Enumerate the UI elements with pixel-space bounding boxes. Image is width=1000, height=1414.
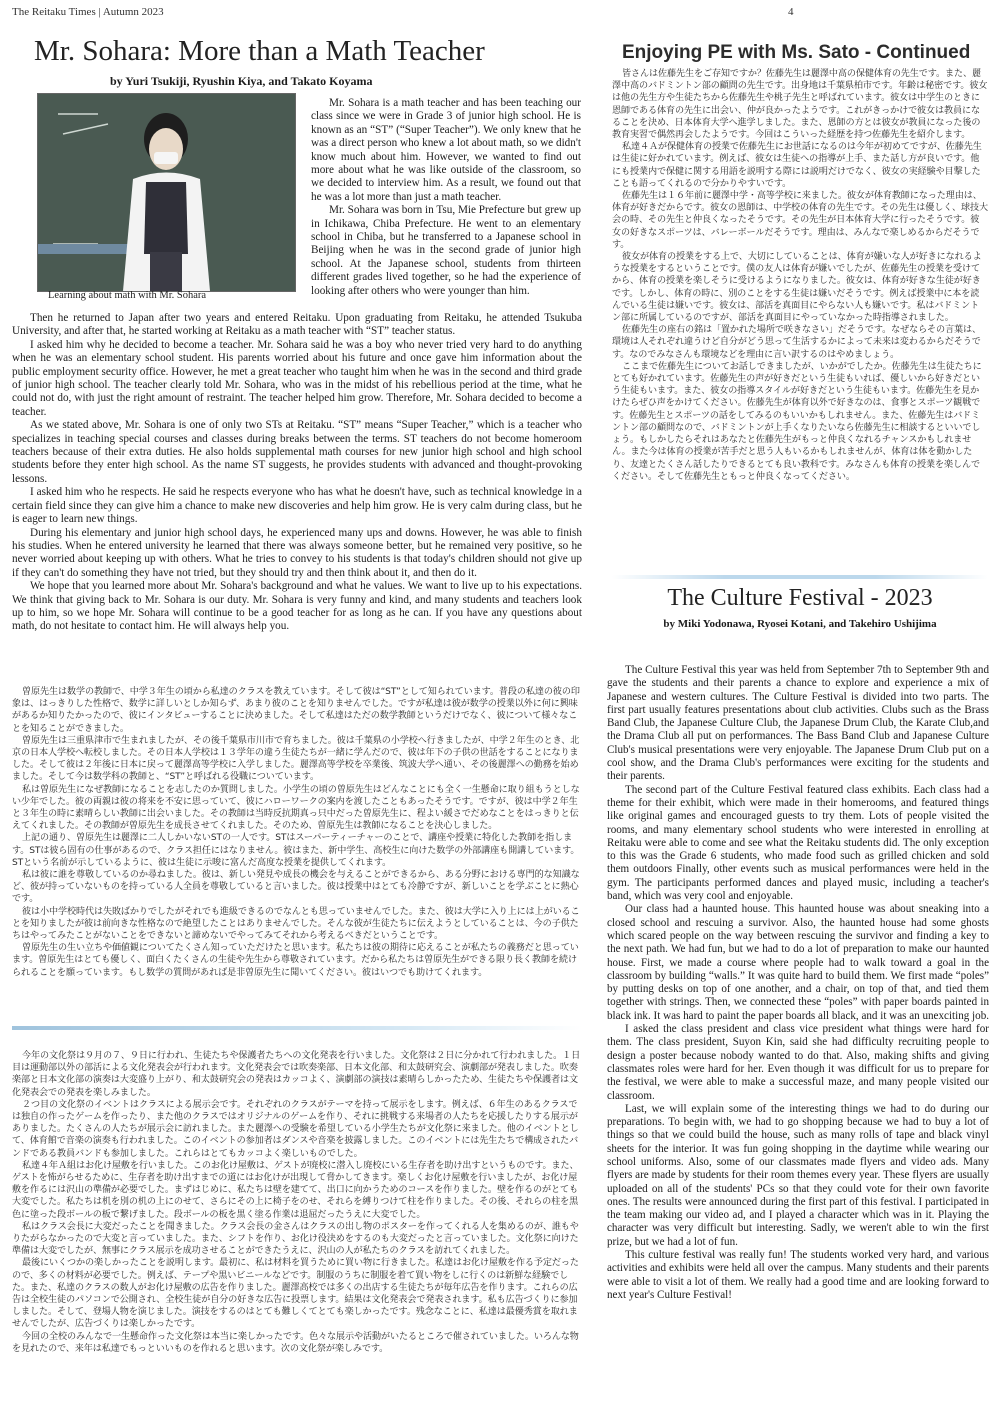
masthead: The Reitaku Times | Autumn 2023 bbox=[12, 6, 164, 18]
paragraph: I asked the class president and class vice president what things were hard for them. The class president, Suyon Kin, said she had difficulty recruiting people to design a poster because nobody wanted to do that. Also, making shifts and giving classmates roles were hard for her. Even though it was difficult for us to prepare for the festival, we were able to make a successful maze, and many people visited our classroom. bbox=[607, 1023, 989, 1102]
byline-culture: by Miki Yodonawa, Ryosei Kotani, and Takehiro Ushijima bbox=[663, 618, 937, 630]
paragraph: 皆さんは佐藤先生をご存知ですか？佐藤先生は麗澤中高の保健体育の先生です。また、麗澤中高のバドミントン部の顧問の先生です。出身地は千葉県柏市です。年齢は秘密です。彼女は他の先生方や生徒たちから佐藤先生や桃子先生と呼ばれています。彼女は中学生のときに恩師である体育の先生に出会い、仲が良かったようです。これがきっかけで彼女は教員になることを決め、日本体育大学へ進学しました。また、恩師の方とは彼女が教員になった後の教育実習で偶然再会したようです。今回はこういった経歴を持つ佐藤先生を紹介します。 bbox=[612, 69, 988, 141]
paragraph: I asked him who he respects. He said he respects everyone who has what he doesn't have, such as technical knowledge in a certain field since they can give him a chance to make new discoveries and help him grow. He is very calm during class, but he is eager to learn new things. bbox=[12, 486, 582, 526]
byline-sohara: by Yuri Tsukiji, Ryushin Kiya, and Takato Koyama bbox=[110, 74, 373, 88]
paragraph: 曽原先生は数学の教師で、中学３年生の頃から私達のクラスを教えています。そして彼は“ST”として知られています。普段の私達の彼の印象は、はっきりした性格で、数学に詳しいとしか知らず、あまり彼のことを知りませんでした。ですが私達は彼が数学の授業以外に何に興味があるか知りたかったので、彼にインタビューすることに決めました。そして私達はただの数学教師というだけでなく、彼について様々なことを知ることができました。 bbox=[12, 687, 580, 734]
paragraph: 佐藤先生は１６年前に麗澤中学・高等学校に来ました。彼女が体育教師になった理由は、体育が好きだからです。彼女の恩師は、中学校の体育の先生です。その先生は優しく、球技大会の時、その先生と仲良くなったそうです。その先生が日本体育大学に行ったそうです。彼女の好きなスポーツは、バレーボールだそうです。理由は、みんなで楽しめるからだそうです。 bbox=[612, 191, 989, 250]
paragraph: This culture festival was really fun! The students worked very hard, and various activities and exhibits were held all over the campus. Many students and their parents were able to visit a lot of them. We really had a good time and are looking forward to next year's Culture Festival! bbox=[607, 1249, 989, 1301]
paragraph: As we stated above, Mr. Sohara is one of only two STs at Reitaku. “ST” means “Super Teacher,” which is a teacher who specializes in teaching special courses and classes during breaks between the terms. ST teachers do not become homeroom teachers because of their extra duties. He also holds supplemental math courses for new junior high school and high school students before they enter high school. As the name ST suggests, he provides students with advanced and thought-provoking lessons. bbox=[12, 419, 582, 485]
article-title-pe: Enjoying PE with Ms. Sato - Continued bbox=[622, 42, 971, 63]
section-divider bbox=[612, 575, 988, 579]
paragraph: 曽原先生の生い立ちや価値観についてたくさん知っていただけたと思います。私たちは彼の期待に応えることが私たちの義務だと思っています。曽原先生はとても優しく、面白くたくさんの生徒や先生から尊敬されています。だから私たちは曽原先生ができる限り長く教師を続けられることを願っています。もし数学の質問があれば是非曽原先生に聞いてください。彼はいつでも助けてくれます。 bbox=[12, 943, 579, 978]
chalkboard-photo-illustration bbox=[38, 94, 295, 291]
paragraph: We hope that you learned more about Mr. Sohara's background and what he values. We want to live up to his expectations. We think that giving back to Mr. Sohara is our duty. Mr. Sohara is very funny and kind, and many students and teachers look up to him, so we hope Mr. Sohara will continue to be a good teacher for as long as he can. If you have any questions about math, do not hesitate to contact him. He will always help you. bbox=[12, 580, 582, 633]
page-number: 4 bbox=[788, 6, 794, 18]
paragraph: 彼は小中学校時代は失敗ばかりでしたがそれでも進級できるのでなんとも思っていませんでした。また、彼は大学に入り上には上がいることを知りましたが彼は前向きな性格なので絶望したことはありませんでした。そんな彼が生徒たちに伝えようとしていることは、今の子供たちはやってみたことがないことをできないと諦めないでやってみてそれから考えるべきだということです。 bbox=[12, 906, 580, 942]
paragraph: I asked him why he decided to become a teacher. Mr. Sohara said he was a boy who never tried very hard to do anything when he was an elementary school student. His parents worried about his future and once gave him information about the public employment security office. However, he met a great teacher who taught him when he was in the second and third grade of junior high school. The teacher clearly told Mr. Sohara, who was in the midst of his rebellious period at the time, what he could not do, with just the right amount of restraint. The teacher helped him grow. Therefore, Mr. Sohara decided to become a teacher. bbox=[12, 338, 582, 418]
sohara-body bbox=[12, 312, 582, 634]
paragraph: ここまで佐藤先生についてお話しできましたが、いかがでしたか。佐藤先生は生徒たちにとても好かれています。佐藤先生の声が好きだという生徒もいれば、優しいから好きだという生徒もいます。また、彼女の指導スタイルが好きだという生徒もいます。佐藤先生を見かけたらぜひ声をかけてください。佐藤先生が体育以外で好きなのは、食事とスポーツ観戦です。佐藤先生とスポーツの話をしてみるのもいいかもしれません。また、佐藤先生はバドミントン部の顧問なので、バドミントンが上手くなりたいなら佐藤先生に相談するといいでしょう。もしかしたらそれはあなたと佐藤先生がもっと仲良くなれるチャンスかもしれません。また今は体育の授業が苦手だと思う人もいるかもしれませんが、体育は体を動かしたり、友達とたくさん話したりできるとても良い教科です。みなさんも体育の授業を楽しんでください。そして佐藤先生ともっと仲良くなってください。 bbox=[612, 361, 982, 482]
sohara-japanese bbox=[12, 686, 582, 979]
photo-caption: Learning about math with Mr. Sohara bbox=[48, 290, 207, 301]
culture-body bbox=[607, 664, 989, 1302]
pe-japanese bbox=[612, 68, 988, 483]
culture-japanese bbox=[12, 1050, 582, 1355]
teacher-photo bbox=[37, 93, 296, 292]
paragraph: Mr. Sohara was born in Tsu, Mie Prefecture but grew up in Ichikawa, Chiba Prefecture. He went to an elementary school in Chiba, but he transferred to a Japanese school in Beijing when he was in the second grade of junior high school. At the Japanese school, students from thirteen different grades lived together, so he had the experience of looking after others who were younger than him. bbox=[311, 204, 581, 297]
paragraph: 私達４年Ａ組はお化け屋敷を行いました。このお化け屋敷は、ゲストが廃校に潜入し廃校にいる生存者を助け出すというものです。また、ゲストを怖がらせるために、生存者を助け出すまでの道にはお化けが出現して脅かしてきます。楽しくお化け屋敷を行いましたが、お化け屋敷を作るには沢山の準備が必要でした。まずはじめに、私たちは壁を建てて、出口に向かうためのコースを作りました。壁を作るのがとても大変でした。私たちは机を別の机の上にのせて、さらにその上に椅子をのせ、それらを縛りつけて柱を作りました。その後、それらの柱を黒色に塗った段ボールの板で繋げました。段ボールの板を黒く塗る作業は退屈だったうえに大変でした。 bbox=[12, 1160, 579, 1220]
sohara-intro bbox=[311, 97, 581, 298]
paragraph: 佐藤先生の座右の銘は「置かれた場所で咲きなさい」だそうです。なぜならその言葉は、環境は人それぞれ違うけど自分がどう思って生活するかによって未来は変わるからだそうです。なのでみなさんも環境などを理由に言い訳するのはやめましょう。 bbox=[612, 325, 982, 360]
paragraph: The second part of the Culture Festival featured class exhibits. Each class had a theme for their exhibit, which were made in their homerooms, and featured things like original games and encouraged guests to try them. Lots of people visited the rooms, and many elementary school students who were interested in enrolling at Reitaku were able to come and see what the Reitaku students did. The only exception to this was the Grade 6 students, who made food such as grilled chicken and sold them outdoors Finally, other events such as musical performances were held in the gym. The participants performed dances and played music, including a teacher's band, which was very cool and enjoyable. bbox=[607, 783, 989, 903]
paragraph: 今回の全校のみんなで一生懸命作った文化祭は本当に楽しかったです。色々な展示や活動がいたるところで催されていました。いろんな物を見れたので、来年は私達でもっといいものを作れると思います。次の文化祭が楽しみです。 bbox=[12, 1331, 579, 1354]
paragraph: 私は曽原先生になぜ教師になることを志したのか質問しました。小学生の頃の曽原先生はどんなことにも全く一生懸命に取り組もうとしない少年でした。彼の両親は彼の将来を不安に思っていて、彼にハローワークの案内を渡したこともあったそうです。ですが、彼は中学２年生と３年生の時に素晴らしい教師に出会いました。その教師は当時反抗期真っ只中だった曽原先生に、程よい緩さでだめなことをはっきりと伝えてくれました。その教師が曽原先生を成長させてくれました。そのため、曽原先生は教師になることを決心しました。 bbox=[12, 784, 580, 832]
paragraph: 曽原先生は三重県津市で生まれましたが、その後千葉県市川市で育ちました。彼は千葉県の小学校へ行きましたが、中学２年生のとき、北京の日本人学校へ転校しました。その日本人学校は１３学年の違う生徒たちが一緒に学んだので、彼は年下の子供の世話をすることになりました。そして彼は２年後に日本に戻って麗澤高等学校に入学しました。麗澤高等学校を卒業後、筑波大学へ通い、その後麗澤への勤務を始めました。そして今は数学科の教師と、“ST”と呼ばれる役職についています。 bbox=[12, 735, 580, 783]
paragraph: Mr. Sohara is a math teacher and has been teaching our class since we were in Grade 3 of junior high school. He is known as an “ST” (“Super Teacher”). We only knew that he was a direct person who knew a lot about math, so we didn't know much about him. However, we wanted to find out more about what he was like outside of the classroom, so we decided to interview him. As a result, we found out that he was a lot more than just a math teacher. bbox=[311, 97, 581, 203]
paragraph: 彼女が体育の授業をする上で、大切にしていることは、体育が嫌いな人が好きになれるような授業をするということです。僕の友人は体育が嫌いでしたが、佐藤先生の授業を受けてから、体育の授業を楽しそうに受けるようになりました。彼女は、体育が好きな生徒が好きです。しかし、体育の時に、別のことをする生徒は嫌いだそうです。例えば授業中に本を読んでいる生徒は嫌いです。彼女は、部活を真面目にやらない人も嫌いです。私はバドミントン部に所属しているのですが、部活を真面目にやっていなかった時指導されました。 bbox=[612, 252, 982, 324]
article-title-sohara: Mr. Sohara: More than a Math Teacher bbox=[34, 35, 485, 67]
paragraph: The Culture Festival this year was held from September 7th to September 9th and gave the students and their parents a chance to explore and experience a mix of Japanese and western cultures. The Culture Festival is divided into two parts. The first part usually features presentations about club activities. Clubs such as the Brass Band Club, the Japanese Culture Club, the Japanese Drum Club, the Karate Club,and the Drama Club all put on performances. The Bass Band Club and Japanese Culture Club's musical presentations were very enjoyable. The Japanese Drum Club put on a cool show, and the Drama Club's performances were exciting for the students and their parents. bbox=[607, 664, 989, 783]
paragraph: Then he returned to Japan after two years and entered Reitaku. Upon graduating from Reitaku, he attended Tsukuba University, and after that, he started working at Reitaku as a math teacher with “ST” teacher status. bbox=[12, 312, 582, 338]
paragraph: 私は彼に誰を尊敬しているのか尋ねました。彼は、新しい発見や成長の機会を与えることができるから、ある分野における専門的な知識など、彼が持っていないものを持っている人全員を尊敬していると言いました。彼は授業中はとても冷静ですが、新しいことを学ぶことに熱心です。 bbox=[12, 870, 580, 905]
article-title-culture: The Culture Festival - 2023 bbox=[667, 585, 933, 611]
paragraph: 上記の通り、曽原先生は麗澤に二人しかいないSTの一人です。STはスーパーティーチャーのことで、講座や授業に特化した教師を指します。STは彼ら固有の仕事があるので、クラス担任にはなりません。彼はまた、新中学生、高校生に向けた数学の外部講座も開講しています。STという名前が示しているように、彼は生徒に示唆に富んだ高度な授業を提供してくれます。 bbox=[12, 833, 580, 868]
paragraph: 最後にいくつかの楽しかったことを説明します。最初に、私は材料を買うために買い物に行きました。私達はお化け屋敷を作る予定だったので、多くの材料が必要でした。例えば、テープや黒いビニールなどです。制服のうちに制服を着て買い物をしに行くのは新鮮な経験でした。また、私達のクラスの数人がお化け屋敷の広告を作りました。麗澤高校では多くの出店する生徒たちが毎年広告を作ります。これらの広告は全校生徒のパソコンで公開され、全校生徒が自分の好きな広告に投票します。結果は文化発表会で発表されます。私も広告づくりに参加しました。そして、登場人物を演じました。演技をするのはとても難しくてとても楽しかったです。残念なことに、私達は最優秀賞を取れませんでしたが、広告づくりは楽しかったです。 bbox=[12, 1258, 579, 1330]
paragraph: Our class had a haunted house. This haunted house was about sneaking into a closed school and rescuing a survivor. Also, the haunted house had some ghosts which scared people on the way between rescuing the survivor and finding a key to the next path. We had fun, but we had to do a lot of preparation to make our haunted house. First, we made a course where people had to walk toward a goal in the classroom by building “walls.” It was quite hard to build them. We first made “poles” by putting desks on top of one another, and a chair, on top of that, and tied them together with strings. Then, we connected these “poles” with paper boards painted in black ink. It was hard to paint the paper boards all black, and it was an unexciting job. bbox=[607, 903, 990, 1022]
section-divider bbox=[12, 1026, 582, 1030]
paragraph: 私はクラス会長に大変だったことを聞きました。クラス会長の金さんはクラスの出し物のポスターを作ってくれる人を集めるのが、誰もやりたがらなかったので大変と言っていました。また、シフトを作り、お化け役決めをするのも大変だったと言っていました。文化祭に向けた準備は大変でしたが、無事にクラス展示を成功させることができたうえに、沢山の人が私たちのクラスを訪れてくれました。 bbox=[12, 1221, 579, 1257]
paragraph: 私達４Ａが保健体育の授業で佐藤先生にお世話になるのは今年が初めてですが、佐藤先生は生徒に好かれています。例えば、彼女は生徒への指導が上手、また話し方が良いです。他にも授業内で保健に関する用語を説明する際には説明だけでなく、彼女の実経験や目撃したことも語ってくれるので分かりやすいです。 bbox=[612, 142, 982, 189]
paragraph: Last, we will explain some of the interesting things we had to do during our preparations. To begin with, we had to go shopping because we had to buy a lot of things so that we could build the house, such as many rolls of tape and black vinyl sheets for the interior. It was fun going shopping in the daytime while wearing our school uniforms. Also, some of our classmates made flyers and video ads. Many flyers are made by students for their room themes every year. These flyers are usually uploaded on all of the students' PCs so that they could vote for their own favorite ones. The results were announced during the first part of this festival. I participated in the team making our video ad, and I played a character which was in it. Playing the character was very difficult but interesting. Sadly, we weren't able to win the first prize, but we had a lot of fun. bbox=[607, 1102, 989, 1248]
paragraph: During his elementary and junior high school days, he experienced many ups and downs. However, he was able to finish his studies. When he entered university he learned that there was always someone better, but he remained very positive, so he never worried about keeping up with others. What he tries to convey to his students is that today's children should not give up if they can't do something they have not tried, but they should try and then think about it, and then do it. bbox=[12, 526, 582, 579]
paragraph: ２つ目の文化祭のイベントはクラスによる展示会です。それぞれのクラスがテーマを持って展示をします。例えば、６年生のあるクラスでは独自の作ったゲームを作ったり、また他のクラスではオリジナルのゲームを作り、それに挑戦する来場者の人たちを応援したりする展示がありました。たくさんの人たちが展示会に訪れました。また麗澤への受験を希望している小学生たちが文化祭に来ました。他のイベントとして、体育館で音楽の演奏も行われました。このイベントの参加者はダンスや音楽を披露しました。このイベントには先生たちで構成されたバンドである教員バンドも参加しました。これらはとてもカッコよく楽しいものでした。 bbox=[12, 1099, 579, 1159]
paragraph: 今年の文化祭は９月の７、９日に行われ、生徒たちや保護者たちへの文化発表を行いました。文化祭は２日に分かれて行われました。１日目は運動部以外の部活による文化発表会が行われます。文化発表会では吹奏楽部、日本文化部、和太鼓研究会、演劇部が発表しました。吹奏楽部と日本文化部の演奏は大変盛り上がり、和太鼓研究会の発表はカッコよく、演劇部の演技は素晴らしかったため、生徒たちや保護者は文化発表会での発表を楽しみました。 bbox=[12, 1051, 581, 1098]
